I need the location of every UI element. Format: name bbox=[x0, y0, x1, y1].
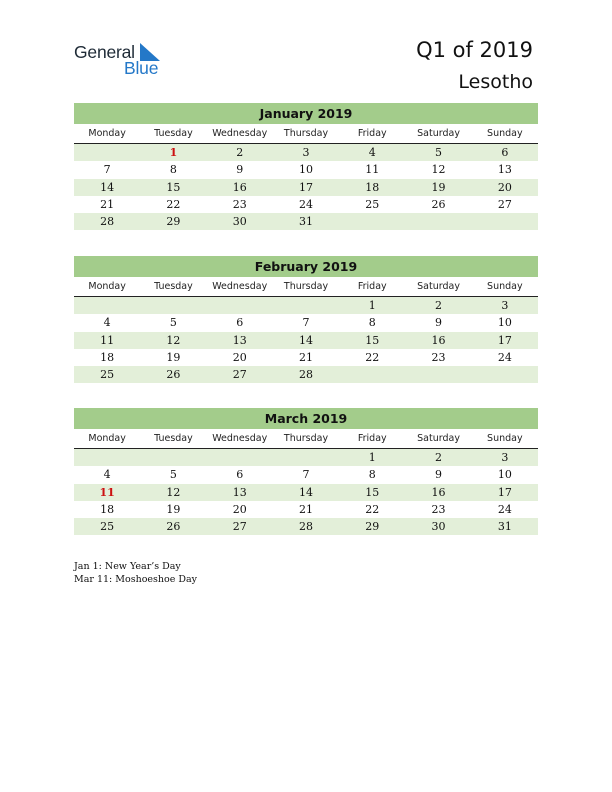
day-cell: 10 bbox=[497, 468, 512, 482]
weekday-label: Tuesday bbox=[154, 281, 193, 292]
day-cell: 26 bbox=[166, 520, 181, 534]
logo-word-general: General bbox=[74, 42, 135, 62]
empty-day-cell bbox=[74, 449, 140, 466]
weekday-label: Thursday bbox=[283, 128, 329, 139]
month-title: February 2019 bbox=[74, 256, 538, 277]
week-row bbox=[74, 213, 538, 230]
day-cell: 22 bbox=[365, 502, 380, 516]
day-cell: 13 bbox=[232, 485, 247, 499]
day-cell: 10 bbox=[298, 163, 313, 177]
day-cell: 9 bbox=[435, 468, 443, 482]
day-cell: 13 bbox=[497, 163, 512, 177]
empty-day-cell bbox=[74, 297, 140, 314]
day-cell: 18 bbox=[100, 502, 115, 516]
weekday-label: Wednesday bbox=[212, 128, 268, 139]
month-title: January 2019 bbox=[74, 103, 538, 124]
day-cell: 6 bbox=[501, 146, 509, 159]
day-cell: 26 bbox=[431, 197, 446, 211]
month-calendar-january bbox=[74, 103, 538, 230]
day-cell: 8 bbox=[368, 468, 376, 482]
empty-day-cell bbox=[405, 366, 471, 383]
empty-day-cell bbox=[472, 213, 538, 230]
day-cell: 8 bbox=[368, 316, 376, 330]
day-cell: 8 bbox=[169, 163, 177, 177]
day-cell: 22 bbox=[166, 197, 181, 211]
day-cell: 3 bbox=[501, 451, 509, 464]
day-cell: 2 bbox=[236, 146, 244, 159]
day-cell: 19 bbox=[431, 180, 446, 194]
day-cell: 17 bbox=[298, 180, 313, 194]
week-grid bbox=[74, 297, 538, 383]
week-grid bbox=[74, 144, 538, 230]
day-cell: 23 bbox=[431, 350, 446, 364]
week-row bbox=[74, 349, 538, 366]
day-cell: 27 bbox=[232, 368, 247, 382]
day-cell: 24 bbox=[497, 350, 512, 364]
weekday-label: Monday bbox=[88, 128, 126, 139]
week-row bbox=[74, 501, 538, 518]
day-cell: 20 bbox=[232, 350, 247, 364]
weekday-label: Tuesday bbox=[154, 433, 193, 444]
day-cell: 7 bbox=[103, 163, 111, 177]
empty-day-cell bbox=[140, 297, 206, 314]
day-cell: 30 bbox=[232, 215, 247, 229]
page-title: Q1 of 2019 bbox=[416, 38, 533, 62]
day-cell: 6 bbox=[236, 316, 244, 330]
week-row bbox=[74, 518, 538, 535]
day-cell: 19 bbox=[166, 350, 181, 364]
holiday-date-cell: 11 bbox=[99, 485, 115, 499]
day-cell: 11 bbox=[365, 163, 380, 177]
day-cell: 18 bbox=[100, 350, 115, 364]
day-cell: 28 bbox=[100, 215, 115, 229]
week-row bbox=[74, 179, 538, 196]
empty-day-cell bbox=[207, 297, 273, 314]
weekday-label: Saturday bbox=[417, 433, 460, 444]
day-cell: 5 bbox=[169, 468, 177, 482]
week-row bbox=[74, 484, 538, 501]
day-cell: 28 bbox=[298, 368, 313, 382]
day-cell: 12 bbox=[431, 163, 446, 177]
weekday-label: Thursday bbox=[283, 281, 329, 292]
month-calendar-february bbox=[74, 256, 538, 383]
logo-word-blue: Blue bbox=[124, 58, 159, 78]
holiday-notes bbox=[74, 560, 197, 586]
day-cell: 2 bbox=[435, 299, 443, 312]
day-cell: 14 bbox=[298, 485, 313, 499]
day-cell: 16 bbox=[232, 180, 247, 194]
weekday-label: Friday bbox=[357, 281, 387, 292]
holiday-note: Mar 11: Moshoeshoe Day bbox=[74, 574, 198, 585]
day-cell: 23 bbox=[431, 502, 446, 516]
weekday-label: Sunday bbox=[487, 281, 523, 292]
month-title: March 2019 bbox=[74, 408, 538, 429]
day-cell: 5 bbox=[169, 316, 177, 330]
holiday-note: Jan 1: New Year’s Day bbox=[74, 561, 181, 572]
day-cell: 17 bbox=[497, 485, 512, 499]
day-cell: 24 bbox=[298, 197, 313, 211]
week-row bbox=[74, 314, 538, 331]
holiday-date-cell: 1 bbox=[169, 146, 178, 159]
week-row bbox=[74, 297, 538, 314]
empty-day-cell bbox=[273, 449, 339, 466]
day-cell: 29 bbox=[166, 215, 181, 229]
weekday-label: Sunday bbox=[487, 433, 523, 444]
day-cell: 22 bbox=[365, 350, 380, 364]
week-row bbox=[74, 161, 538, 178]
empty-day-cell bbox=[472, 366, 538, 383]
weekday-label: Wednesday bbox=[212, 433, 268, 444]
day-cell: 6 bbox=[236, 468, 244, 482]
day-cell: 14 bbox=[298, 333, 313, 347]
day-cell: 24 bbox=[497, 502, 512, 516]
day-cell: 30 bbox=[431, 520, 446, 534]
day-cell: 17 bbox=[497, 333, 512, 347]
week-row bbox=[74, 332, 538, 349]
weekday-label: Friday bbox=[357, 128, 387, 139]
day-cell: 4 bbox=[103, 316, 111, 330]
empty-day-cell bbox=[339, 366, 405, 383]
day-cell: 12 bbox=[166, 485, 181, 499]
day-cell: 12 bbox=[166, 333, 181, 347]
day-cell: 7 bbox=[302, 468, 310, 482]
day-cell: 20 bbox=[232, 502, 247, 516]
day-cell: 21 bbox=[298, 502, 313, 516]
day-cell: 25 bbox=[100, 368, 115, 382]
day-cell: 11 bbox=[100, 333, 115, 347]
day-cell: 31 bbox=[298, 215, 313, 229]
day-cell: 27 bbox=[497, 197, 512, 211]
day-cell: 18 bbox=[365, 180, 380, 194]
day-cell: 28 bbox=[298, 520, 313, 534]
day-cell: 14 bbox=[100, 180, 115, 194]
day-cell: 23 bbox=[232, 197, 247, 211]
day-cell: 29 bbox=[365, 520, 380, 534]
week-row bbox=[74, 144, 538, 161]
day-cell: 3 bbox=[302, 146, 310, 159]
empty-day-cell bbox=[140, 449, 206, 466]
day-cell: 27 bbox=[232, 520, 247, 534]
day-cell: 15 bbox=[365, 333, 380, 347]
weekday-header-row bbox=[74, 125, 538, 144]
week-row bbox=[74, 466, 538, 483]
day-cell: 1 bbox=[368, 451, 376, 464]
weekday-label: Saturday bbox=[417, 281, 460, 292]
empty-day-cell bbox=[405, 213, 471, 230]
day-cell: 31 bbox=[497, 520, 512, 534]
day-cell: 20 bbox=[497, 180, 512, 194]
day-cell: 16 bbox=[431, 333, 446, 347]
empty-day-cell bbox=[74, 144, 140, 161]
week-row bbox=[74, 196, 538, 213]
weekday-label: Monday bbox=[88, 433, 126, 444]
day-cell: 13 bbox=[232, 333, 247, 347]
month-calendar-march bbox=[74, 408, 538, 535]
day-cell: 3 bbox=[501, 299, 509, 312]
empty-day-cell bbox=[207, 449, 273, 466]
weekday-label: Saturday bbox=[417, 128, 460, 139]
day-cell: 7 bbox=[302, 316, 310, 330]
day-cell: 5 bbox=[435, 146, 443, 159]
day-cell: 21 bbox=[298, 350, 313, 364]
week-grid bbox=[74, 449, 538, 535]
generalblue-logo bbox=[74, 42, 194, 78]
day-cell: 25 bbox=[100, 520, 115, 534]
weekday-label: Sunday bbox=[487, 128, 523, 139]
weekday-header-row bbox=[74, 430, 538, 449]
weekday-label: Thursday bbox=[283, 433, 329, 444]
weekday-label: Tuesday bbox=[154, 128, 193, 139]
day-cell: 25 bbox=[365, 197, 380, 211]
weekday-header-row bbox=[74, 278, 538, 297]
day-cell: 1 bbox=[368, 299, 376, 312]
day-cell: 16 bbox=[431, 485, 446, 499]
weekday-label: Wednesday bbox=[212, 281, 268, 292]
day-cell: 15 bbox=[166, 180, 181, 194]
day-cell: 10 bbox=[497, 316, 512, 330]
day-cell: 19 bbox=[166, 502, 181, 516]
day-cell: 9 bbox=[236, 163, 244, 177]
day-cell: 4 bbox=[368, 146, 376, 159]
day-cell: 9 bbox=[435, 316, 443, 330]
day-cell: 15 bbox=[365, 485, 380, 499]
day-cell: 4 bbox=[103, 468, 111, 482]
day-cell: 2 bbox=[435, 451, 443, 464]
country-subtitle: Lesotho bbox=[458, 71, 533, 93]
week-row bbox=[74, 449, 538, 466]
empty-day-cell bbox=[339, 213, 405, 230]
week-row bbox=[74, 366, 538, 383]
weekday-label: Monday bbox=[88, 281, 126, 292]
day-cell: 21 bbox=[100, 197, 115, 211]
weekday-label: Friday bbox=[357, 433, 387, 444]
empty-day-cell bbox=[273, 297, 339, 314]
day-cell: 26 bbox=[166, 368, 181, 382]
